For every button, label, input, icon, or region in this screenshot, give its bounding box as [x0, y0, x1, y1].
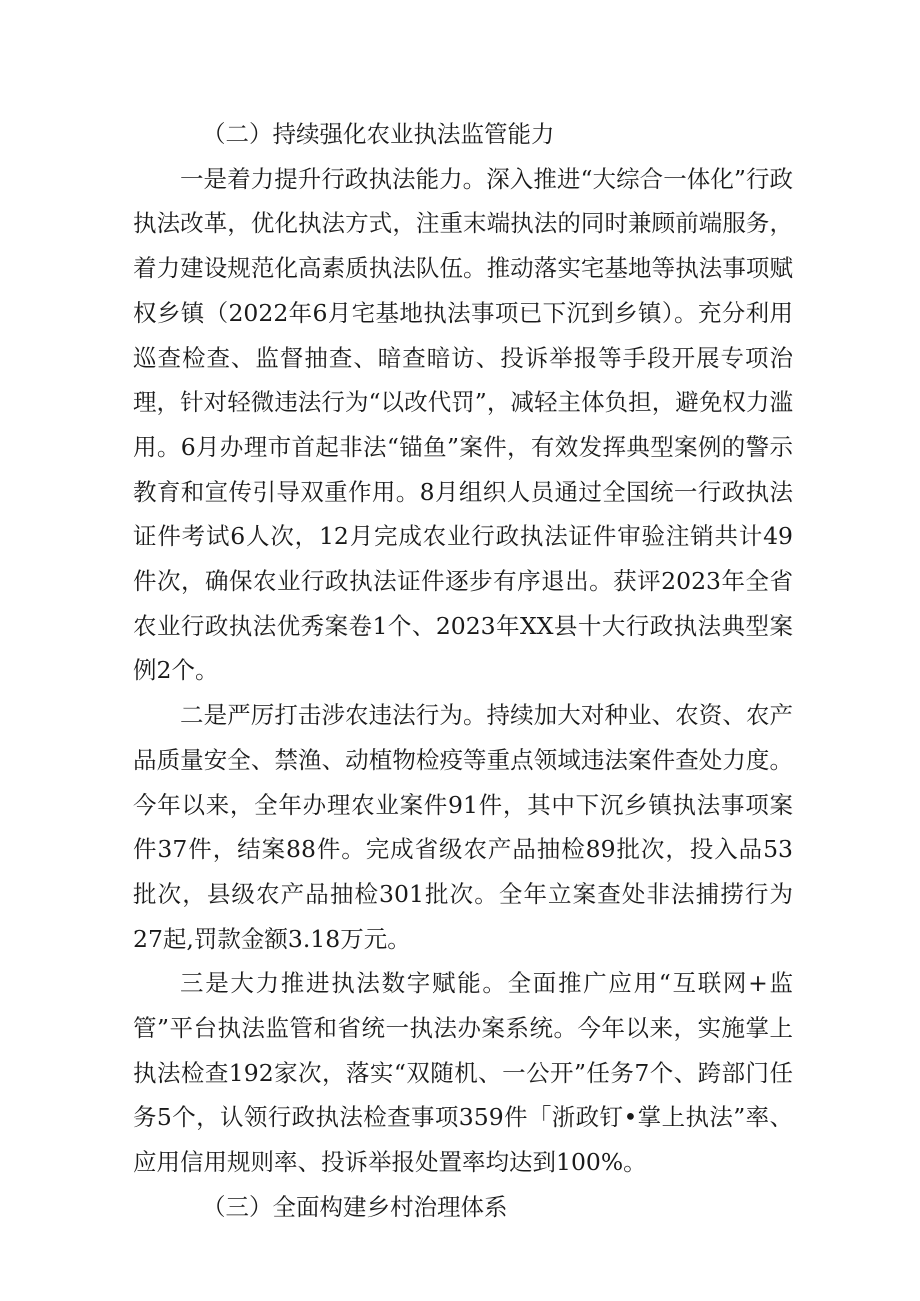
paragraph-law-enforcement-capacity: 一是着力提升行政执法能力。深入推进“大综合一体化”行政执法改革，优化执法方式，注重末端执法的同时兼顾前端服务，着力建设规范化高素质执法队伍。推动落实宅基地等执法事项赋权乡镇（2022年6月宅基地执法事项已下沉到乡镇）。充分利用巡查检查、监督抽查、暗查暗访、投诉举报等手段开展专项治理，针对轻微违法行为“以改代罚”，减轻主体负担，避免权力滥用。6月办理市首起非法“锚鱼”案件，有效发挥典型案例的警示教育和宣传引导双重作用。8月组织人员通过全国统一行政执法证件考试6人次，12月完成农业行政执法证件审验注销共计49件次，确保农业行政执法证件逐步有序退出。获评2023年全省农业行政执法优秀案卷1个、2023年XX县十大行政执法典型案例2个。 — [133, 164, 793, 685]
section-heading-2: （二）持续强化农业执法监管能力 — [202, 120, 555, 148]
paragraph-digital-enforcement: 三是大力推进执法数字赋能。全面推广应用“互联网+监管”平台执法监管和省统一执法办案系统。今年以来，实施掌上执法检查192家次，落实“双随机、一公开”任务7个、跨部门任务5个，认领行政执法检查事项359件「浙政钉•掌上执法”率、应用信用规则率、投诉举报处置率均达到100%。 — [133, 969, 793, 1177]
paragraph-crack-down-violations: 二是严厉打击涉农违法行为。持续加大对种业、农资、农产品质量安全、禁渔、动植物检疫等重点领域违法案件查处力度。今年以来，全年办理农业案件91件，其中下沉乡镇执法事项案件37件，结案88件。完成省级农产品抽检89批次，投入品53批次，县级农产品抽检301批次。全年立案查处非法捕捞行为27起,罚款金额3.18万元。 — [133, 701, 793, 953]
document-body — [133, 112, 793, 1230]
section-heading-3: （三）全面构建乡村治理体系 — [202, 1192, 508, 1221]
